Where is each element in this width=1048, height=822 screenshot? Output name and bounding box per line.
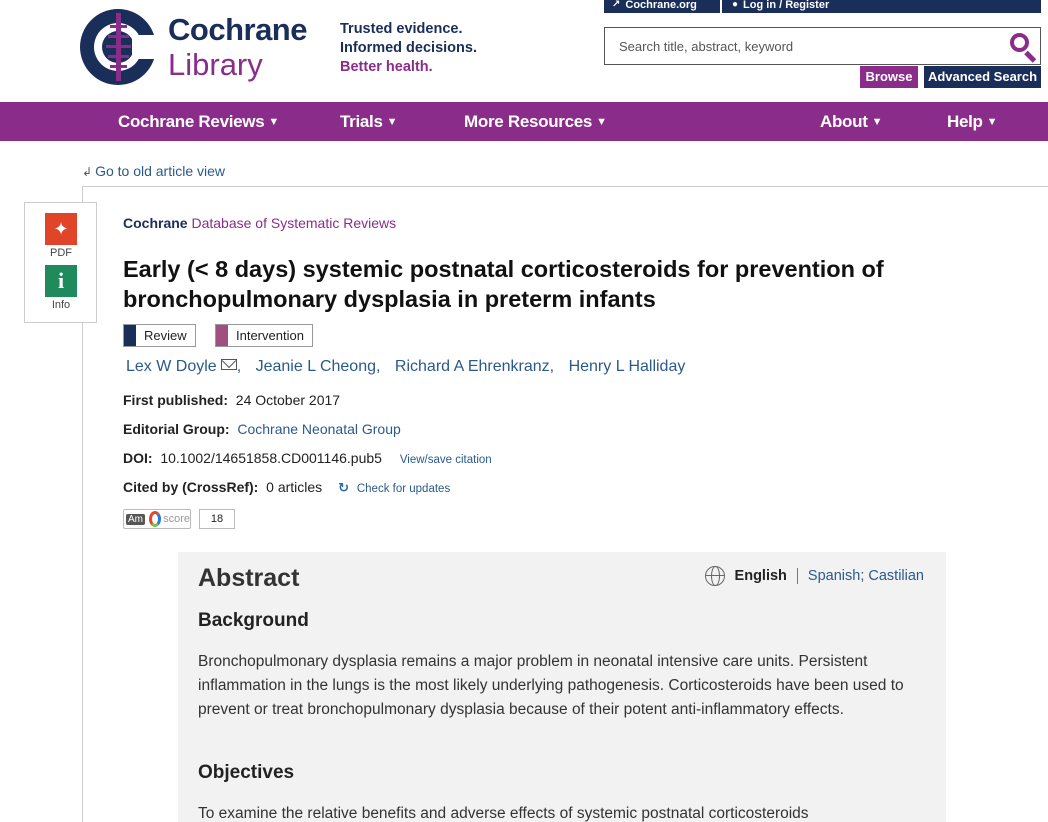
login-register-label: Log in / Register	[743, 0, 830, 11]
main-nav	[0, 102, 1048, 141]
article-title: Early (< 8 days) systemic postnatal corticosteroids for prevention of bronchopulmonary dysplasia in preterm infants	[123, 256, 884, 312]
advanced-search-button[interactable]: Advanced Search	[924, 66, 1041, 88]
pdf-label: PDF	[50, 247, 72, 259]
nav-about[interactable]	[820, 102, 882, 141]
login-register-link[interactable]	[722, 0, 1041, 13]
info-button[interactable]	[45, 265, 77, 311]
nav-more-resources[interactable]	[464, 102, 607, 141]
cochrane-library-logo[interactable]	[80, 8, 310, 86]
nav-label: Cochrane Reviews	[118, 112, 265, 131]
nav-label: Help	[947, 112, 983, 131]
pdf-icon: ✦	[45, 213, 77, 245]
language-english[interactable]: English	[735, 568, 798, 584]
doi-value: 10.1002/14651858.CD001146.pub5	[160, 450, 382, 466]
tag-intervention[interactable]	[215, 324, 313, 347]
check-updates-link[interactable]: Check for updates	[356, 483, 451, 495]
author-list: Lex W Doyle , Jeanie L Cheong, Richard A Ehrenkranz, Henry L Halliday	[126, 358, 686, 375]
editorial-group-row	[123, 421, 401, 437]
cited-by-row	[123, 479, 450, 496]
tag-label: Review	[144, 328, 187, 343]
caret-down-icon: ▼	[268, 116, 279, 128]
altmetric-badge[interactable]	[123, 509, 235, 529]
objectives-text: To examine the relative benefits and adverse effects of systemic postnatal corticosteroids	[198, 805, 809, 822]
cochrane-org-link[interactable]	[604, 0, 720, 13]
cochrane-logo-icon	[80, 9, 156, 85]
nav-help[interactable]	[947, 102, 997, 141]
nav-trials[interactable]	[340, 102, 397, 141]
nav-label: Trials	[340, 112, 383, 131]
tagline-line-2: Informed decisions.	[340, 40, 477, 56]
caret-down-icon: ▼	[386, 116, 398, 128]
db-brand: Cochrane	[123, 215, 188, 231]
altmetric-am: Am	[128, 513, 143, 525]
return-arrow-icon: ↲	[82, 165, 93, 179]
top-utility-bar	[604, 0, 1041, 13]
objectives-heading: Objectives	[198, 762, 295, 783]
abstract-heading: Abstract	[198, 564, 300, 592]
external-link-icon: ↗	[612, 0, 621, 10]
language-spanish-link[interactable]: Spanish; Castilian	[807, 568, 924, 584]
logo-library-text: Library	[168, 47, 263, 82]
nav-label: About	[820, 112, 868, 131]
pdf-download-button[interactable]	[45, 213, 77, 259]
editorial-group-label: Editorial Group:	[123, 421, 230, 437]
altmetric-score-label: score	[163, 513, 190, 525]
author-link[interactable]: Jeanie L Cheong,	[255, 358, 381, 375]
user-icon: ●	[732, 0, 739, 10]
tagline-line-3: Better health.	[340, 59, 433, 75]
first-published-date: 24 October 2017	[235, 392, 341, 408]
cited-by-label: Cited by (CrossRef):	[123, 479, 259, 495]
view-citation-link[interactable]: View/save citation	[399, 454, 492, 466]
tagline-line-1: Trusted evidence.	[340, 21, 463, 37]
author-link[interactable]: Lex W Doyle	[126, 358, 217, 375]
browse-button[interactable]: Browse	[860, 66, 918, 88]
tag-swatch	[124, 325, 136, 346]
db-title: Database of Systematic Reviews	[191, 215, 397, 231]
tag-label: Intervention	[236, 328, 304, 343]
info-label: Info	[51, 299, 71, 311]
cited-by-count: 0 articles	[266, 479, 323, 495]
site-header	[0, 0, 1048, 102]
search-box	[604, 27, 1041, 65]
altmetric-score-badge	[123, 509, 191, 529]
tagline	[340, 20, 477, 77]
altmetric-donut-icon	[149, 511, 161, 527]
editorial-group-link[interactable]: Cochrane Neonatal Group	[237, 421, 401, 437]
first-published-row	[123, 392, 340, 408]
tag-swatch	[216, 325, 228, 346]
side-tools	[24, 202, 97, 323]
caret-down-icon: ▼	[871, 116, 883, 128]
nav-cochrane-reviews[interactable]	[118, 102, 279, 141]
info-icon: i	[45, 265, 77, 297]
old-article-view-link[interactable]	[82, 163, 225, 179]
search-input[interactable]	[605, 29, 1006, 63]
mail-icon[interactable]	[221, 359, 237, 370]
caret-down-icon: ▼	[986, 116, 998, 128]
doi-label: DOI:	[123, 450, 153, 466]
cochrane-org-label: Cochrane.org	[625, 0, 697, 11]
language-switcher	[705, 566, 924, 586]
altmetric-score-value: 18	[199, 509, 235, 529]
author-link[interactable]: Henry L Halliday	[568, 358, 686, 375]
abstract-section	[178, 552, 946, 822]
first-published-label: First published:	[123, 392, 228, 408]
old-article-view-label: Go to old article view	[95, 163, 226, 179]
check-updates-icon[interactable]: ↻	[338, 480, 349, 495]
background-heading: Background	[198, 610, 309, 631]
database-name	[123, 215, 396, 231]
background-text: Bronchopulmonary dysplasia remains a major problem in neonatal intensive care units. Persistent inflammation in the lungs is the most likely underlying pathogenesis. Corticosteroids have been used to prevent or treat bronchopulmonary dysplasia because of their potent anti-inflammatory effects.	[198, 653, 904, 718]
logo-cochrane-text: Cochrane	[168, 12, 307, 47]
caret-down-icon: ▼	[596, 116, 607, 128]
search-icon[interactable]	[1006, 29, 1040, 63]
tag-review[interactable]	[123, 324, 196, 347]
nav-label: More Resources	[464, 112, 593, 131]
doi-row	[123, 450, 492, 466]
globe-icon	[705, 566, 725, 586]
author-link[interactable]: Richard A Ehrenkranz,	[394, 358, 555, 375]
